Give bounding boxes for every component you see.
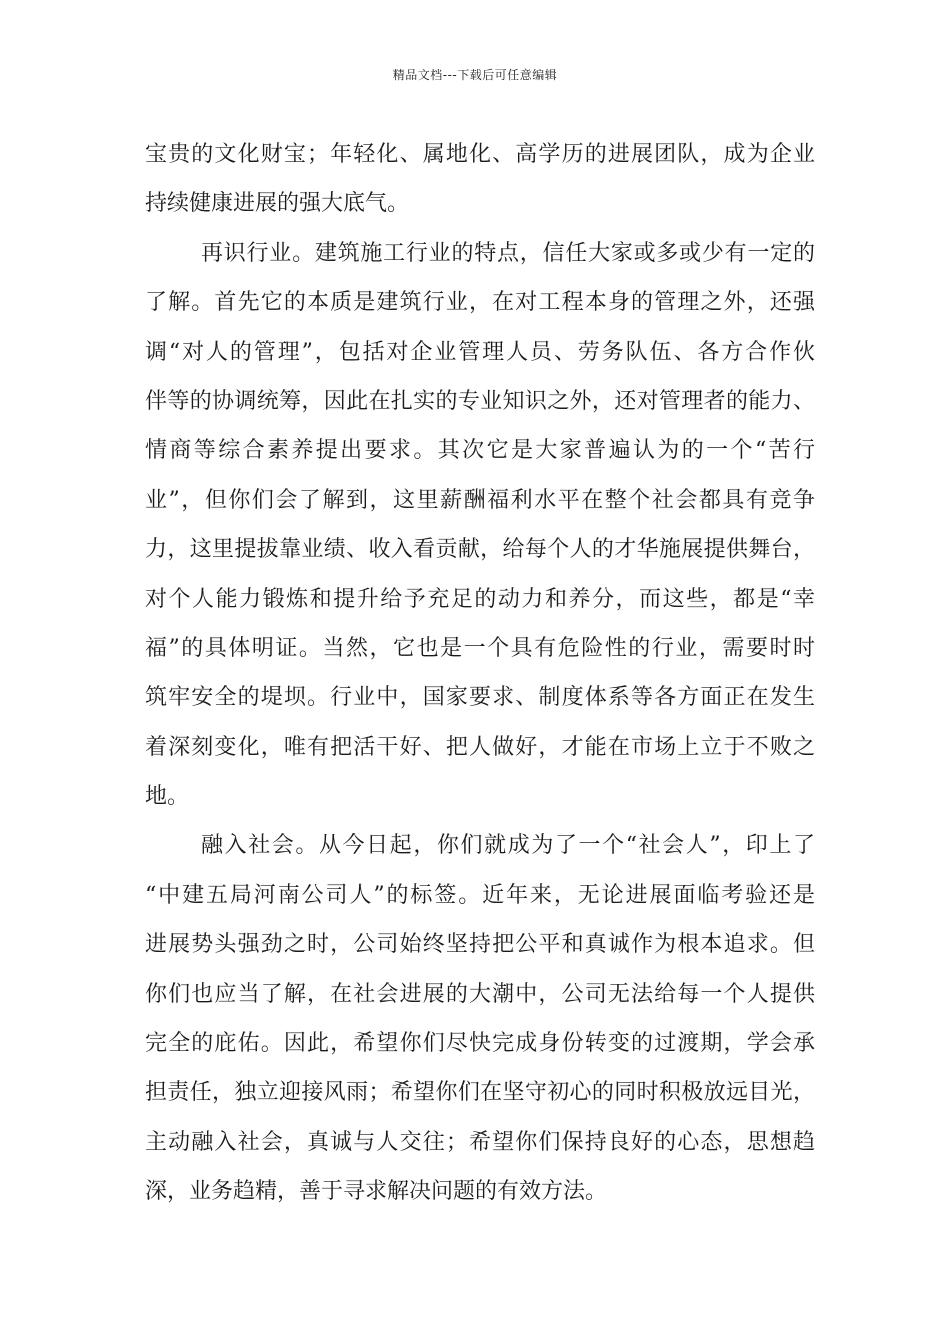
paragraph-1-line-2: 持续健康进展的强大底气。 [145,191,410,217]
paragraph-3-line-6: 担责任，独立迎接风雨；希望你们在坚守初心的同时积极放远目光， [145,1080,815,1106]
document-body [145,130,815,1217]
paragraph-2-line-4: 伴等的协调统筹，因此在扎实的专业知识之外，还对管理者的能力、 [145,388,815,414]
page-header: 精品文档---下载后可任意编辑 [392,68,558,82]
paragraph-3-line-5: 完全的庇佑。因此，希望你们尽快完成身份转变的过渡期，学会承 [145,1031,815,1057]
paragraph-2-line-1: 再识行业。建筑施工行业的特点，信任大家或多或少有一定的 [201,240,815,266]
paragraph-2-line-9: 福”的具体明证。当然，它也是一个具有危险性的行业，需要时时 [145,635,815,661]
paragraph-2-line-6: 业”，但你们会了解到，这里薪酬福利水平在整个社会都具有竞争 [145,487,815,513]
paragraph-1-line-1: 宝贵的文化财宝；年轻化、属地化、高学历的进展团队，成为企业 [145,142,815,167]
paragraph-2-line-2: 了解。首先它的本质是建筑行业，在对工程本身的管理之外，还强 [145,290,815,316]
paragraph-3-line-2: “中建五局河南公司人”的标签。近年来，无论进展面临考验还是 [145,882,815,908]
paragraph-3-line-3: 进展势头强劲之时，公司始终坚持把公平和真诚作为根本追求。但 [145,932,815,958]
paragraph-2-line-11: 着深刻变化，唯有把活干好、把人做好，才能在市场上立于不败之 [145,734,815,760]
paragraph-3-line-7: 主动融入社会，真诚与人交往；希望你们保持良好的心态，思想趋 [145,1129,815,1155]
paragraph-3-line-8: 深，业务趋精，善于寻求解决问题的有效方法。 [145,1179,608,1205]
paragraph-3-line-1: 融入社会。从今日起，你们就成为了一个“社会人”，印上了 [201,833,815,859]
paragraph-2-line-5: 情商等综合素养提出要求。其次它是大家普遍认为的一个“苦行 [145,438,815,464]
paragraph-2-line-7: 力，这里提拔靠业绩、收入看贡献，给每个人的才华施展提供舞台， [145,537,815,563]
paragraph-2-line-8: 对个人能力锻炼和提升给予充足的动力和养分，而这些，都是“幸 [145,586,815,612]
paragraph-2-line-3: 调“对人的管理”，包括对企业管理人员、劳务队伍、各方合作伙 [145,339,815,365]
paragraph-2-line-12: 地。 [145,784,190,810]
paragraph-3-line-4: 你们也应当了解，在社会进展的大潮中，公司无法给每一个人提供 [145,981,815,1007]
paragraph-2-line-10: 筑牢安全的堤坝。行业中，国家要求、制度体系等各方面正在发生 [145,685,815,711]
